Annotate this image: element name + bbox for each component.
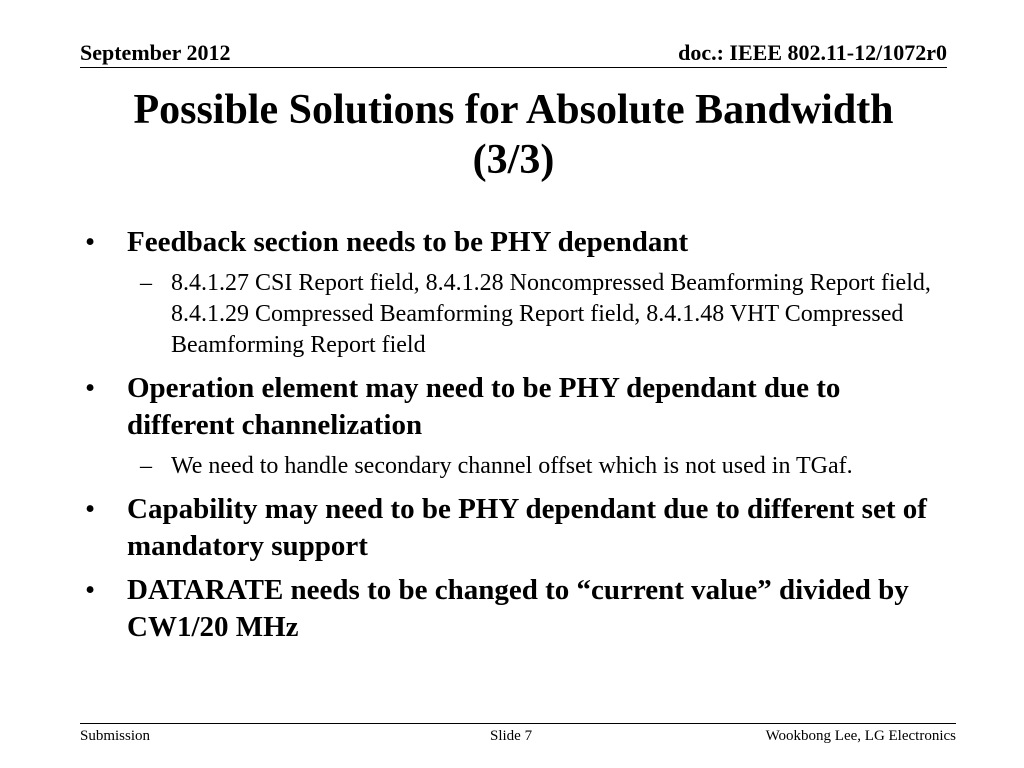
- bullet-item: [82, 491, 952, 565]
- sub-bullet-item: [82, 451, 952, 482]
- slide-body: [82, 224, 952, 653]
- footer-slide-number: Slide 7: [490, 728, 533, 744]
- bullet-text: DATARATE needs to be changed to “current value” divided by CW1/20 MHz: [127, 574, 909, 643]
- sub-bullet-mark: –: [140, 453, 152, 479]
- bullet-mark: •: [85, 226, 96, 258]
- footer-submission: Submission: [80, 728, 151, 744]
- bullet-text: Operation element may need to be PHY dependant due to different channelization: [127, 372, 841, 441]
- sub-bullet-mark: –: [140, 270, 152, 296]
- footer-divider: [80, 723, 956, 724]
- sub-bullet-text: We need to handle secondary channel offset which is not used in TGaf.: [171, 453, 853, 479]
- bullet-text: Feedback section needs to be PHY dependant: [127, 226, 689, 258]
- bullet-item: [82, 370, 952, 444]
- header-doc-number: doc.: IEEE 802.11-12/1072r0: [678, 40, 947, 65]
- bullet-text: Capability may need to be PHY dependant due to different set of mandatory support: [127, 493, 927, 562]
- bullet-mark: •: [85, 372, 96, 404]
- header-date: September 2012: [80, 40, 231, 65]
- bullet-mark: •: [85, 574, 96, 606]
- footer-author: Wookbong Lee, LG Electronics: [765, 728, 956, 744]
- header-divider: [80, 67, 947, 68]
- sub-bullet-item: [82, 268, 952, 361]
- bullet-item: [82, 224, 952, 261]
- bullet-mark: •: [85, 493, 96, 525]
- slide-title-line-1: Possible Solutions for Absolute Bandwidth: [133, 87, 894, 133]
- sub-bullet-text: 8.4.1.27 CSI Report field, 8.4.1.28 Noncompressed Beamforming Report field, 8.4.1.29 Compressed Beamforming Report field, 8.4.1.48 VHT Compressed Beamforming Report field: [171, 270, 931, 358]
- slide-title: [80, 85, 947, 185]
- bullet-item: [82, 572, 952, 646]
- slide-title-line-2: (3/3): [472, 137, 555, 183]
